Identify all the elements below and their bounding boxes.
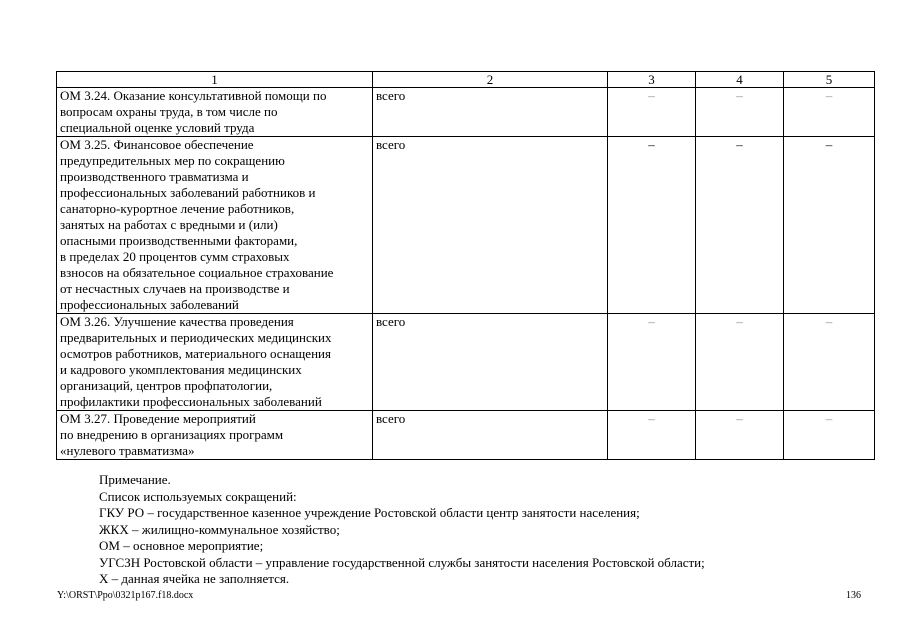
measure-name-line: предупредительных мер по сокращению <box>60 153 285 168</box>
measure-name-line: и кадрового укомплектования медицинских <box>60 362 302 377</box>
measure-name-line: вопросам охраны труда, в том числе по <box>60 104 278 119</box>
measure-name-line: от несчастных случаев на производстве и <box>60 281 290 296</box>
measure-name-cell <box>57 314 373 411</box>
table-row <box>57 88 875 137</box>
header-cell-2: 2 <box>373 72 608 88</box>
header-cell-5: 5 <box>784 72 875 88</box>
measure-name-line: организаций, центров профпатологии, <box>60 378 273 393</box>
measure-name-cell <box>57 88 373 137</box>
value-cell-3: – <box>608 411 696 460</box>
unit-cell: всего <box>373 88 608 137</box>
header-cell-1: 1 <box>57 72 373 88</box>
header-cell-3: 3 <box>608 72 696 88</box>
measure-name-line: специальной оценке условий труда <box>60 120 255 135</box>
measure-name-line: профессиональных заболеваний <box>60 297 239 312</box>
measure-name-line: осмотров работников, материального оснащения <box>60 346 331 361</box>
value-cell-5: – <box>784 137 875 314</box>
measure-name-line: профилактики профессиональных заболеваний <box>60 394 322 409</box>
value-cell-4: – <box>696 137 784 314</box>
value-cell-4: – <box>696 88 784 137</box>
document-path: Y:\ORST\Ppo\0321p167.f18.docx <box>57 590 194 601</box>
value-cell-4: – <box>696 314 784 411</box>
value-cell-5: – <box>784 88 875 137</box>
unit-cell: всего <box>373 314 608 411</box>
value-cell-3: – <box>608 314 696 411</box>
measure-name-cell <box>57 137 373 314</box>
measure-name-cell <box>57 411 373 460</box>
measure-name-line: занятых на работах с вредными и (или) <box>60 217 278 232</box>
value-cell-4: – <box>696 411 784 460</box>
abbreviation-item: ЖКХ – жилищно-коммунальное хозяйство; <box>99 521 340 537</box>
measure-name-line: ОМ 3.24. Оказание консультативной помощи по <box>60 88 327 103</box>
measure-name-line: ОМ 3.25. Финансовое обеспечение <box>60 137 254 152</box>
measure-name-line: по внедрению в организациях программ <box>60 427 284 442</box>
table-row <box>57 314 875 411</box>
measure-name-line: производственного травматизма и <box>60 169 249 184</box>
abbreviation-item: ГКУ РО – государственное казенное учреждение Ростовской области центр занятости населения; <box>99 505 640 520</box>
abbreviation-item: УГСЗН Ростовской области – управление государственной службы занятости населения Ростовской области; <box>99 554 705 570</box>
abbreviations-title: Список используемых сокращений: <box>99 488 297 504</box>
unit-cell: всего <box>373 137 608 314</box>
measure-name-line: опасными производственными факторами, <box>60 233 298 248</box>
measure-name-line: «нулевого травматизма» <box>60 443 195 458</box>
table-row <box>57 137 875 314</box>
value-cell-5: – <box>784 314 875 411</box>
notes-title: Примечание. <box>99 472 171 487</box>
value-cell-3: – <box>608 137 696 314</box>
header-cell-4: 4 <box>696 72 784 88</box>
unit-cell: всего <box>373 411 608 460</box>
table-header-row <box>57 72 875 88</box>
abbreviation-item: ОМ – основное мероприятие; <box>99 538 264 553</box>
programs-table <box>56 71 875 460</box>
measure-name-line: профессиональных заболеваний работников и <box>60 185 316 200</box>
value-cell-3: – <box>608 88 696 137</box>
notes-block <box>99 472 705 588</box>
measure-name-line: в пределах 20 процентов сумм страховых <box>60 249 290 264</box>
measure-name-line: ОМ 3.26. Улучшение качества проведения <box>60 314 294 329</box>
measure-name-line: взносов на обязательное социальное страхование <box>60 265 334 280</box>
measure-name-line: предварительных и периодических медицинских <box>60 330 332 345</box>
measure-name-line: ОМ 3.27. Проведение мероприятий <box>60 411 256 426</box>
value-cell-5: – <box>784 411 875 460</box>
abbreviation-item: Х – данная ячейка не заполняется. <box>99 571 290 586</box>
measure-name-line: санаторно-курортное лечение работников, <box>60 201 295 216</box>
page-number: 136 <box>846 590 861 601</box>
table-row <box>57 411 875 460</box>
